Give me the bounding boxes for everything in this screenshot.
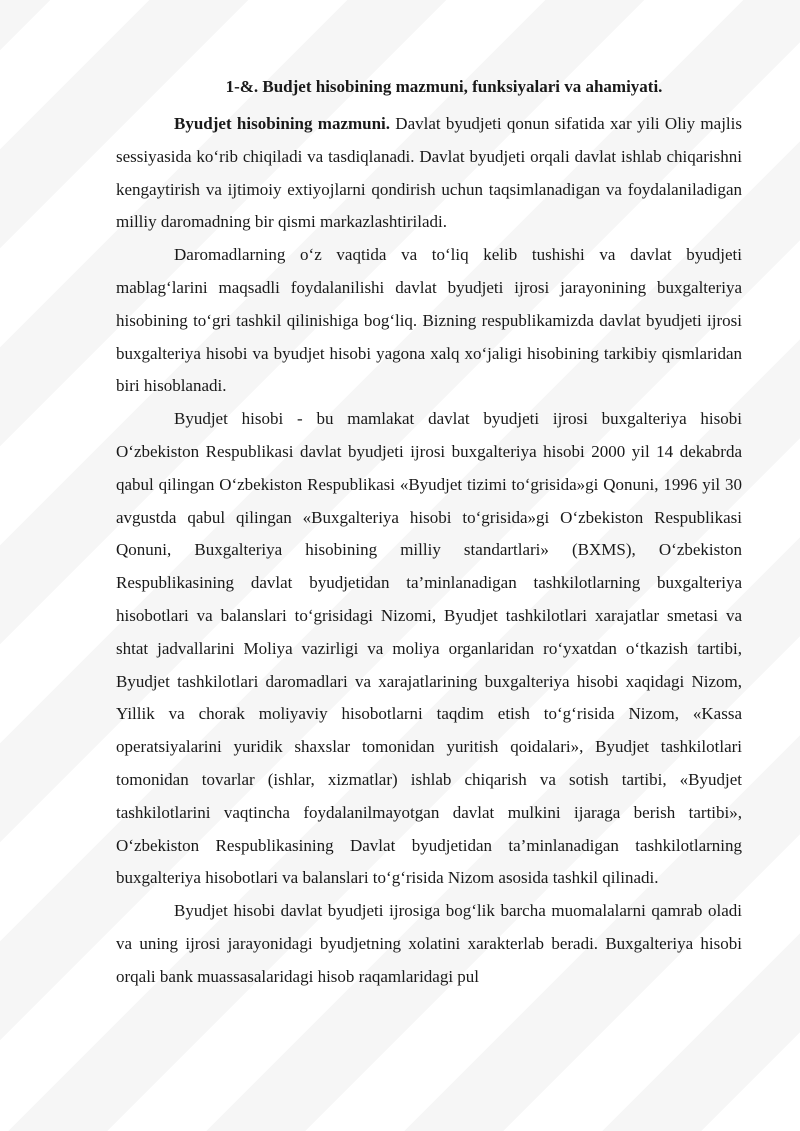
- document-title: 1-&. Budjet hisobining mazmuni, funksiyalari va ahamiyati.: [225, 77, 663, 96]
- paragraph-text: Daromadlarning o‘z vaqtida va to‘liq kelib tushishi va davlat byudjeti mablag‘larini maqsadli foydalanilishi davlat byudjeti ijrosi jarayonining buxgalteriya hisobining to‘gri tashkil qilinishiga bog‘liq. Bizning respublikamizda davlat byudjeti ijrosi buxgalteriya hisobi va byudjet hisobi yagona xalq xo‘jaligi hisobining tarkibiy qismlaridan biri hisoblanadi.: [116, 245, 742, 396]
- paragraph-4: [116, 895, 742, 993]
- paragraph-1: [116, 108, 742, 239]
- paragraph-text: Davlat byudjeti qonun sifatida xar yili Oliy majlis sessiyasida ko‘rib chiqiladi va tasdiqlanadi. Davlat byudjeti orqali davlat ishlab chiqarishni kengaytirish va ijtimoiy extiyojlarni qondirish uchun taqsimlanadigan va foydalaniladigan milliy daromadning bir qismi markazlashtiriladi.: [116, 114, 742, 232]
- paragraph-lead: Byudjet hisobining mazmuni.: [174, 114, 391, 133]
- paragraph-text: Byudjet hisobi davlat byudjeti ijrosiga bog‘lik barcha muomalalarni qamrab oladi va uning ijrosi jarayonidagi byudjetning xolatini xarakterlab beradi. Buxgalteriya hisobi orqali bank muassasalaridagi hisob raqamlaridagi pul: [116, 901, 742, 986]
- paragraph-text: Byudjet hisobi - bu mamlakat davlat byudjeti ijrosi buxgalteriya hisobi O‘zbekiston Respublikasi davlat byudjeti ijrosi buxgalteriya hisobi 2000 yil 14 dekabrda qabul qilingan O‘zbekiston Respublikasi «Byudjet tizimi to‘grisida»gi Qonuni, 1996 yil 30 avgustda qabul qilingan «Buxgalteriya hisobi to‘grisida»gi O‘zbekiston Respublikasi Qonuni, Buxgalteriya hisobining milliy standartlari» (BXMS), O‘zbekiston Respublikasining davlat byudjetidan ta’minlanadigan tashkilotlarning buxgalteriya hisobotlari va balanslari to‘grisidagi Nizomi, Byudjet tashkilotlari xarajatlar smetasi va shtat jadvallarini Moliya vazirligi va moliya organlaridan ro‘yxatdan o‘tkazish tartibi, Byudjet tashkilotlari daromadlari va xarajatlarining buxgalteriya hisobi xaqidagi Nizom, Yillik va chorak moliyaviy hisobotlarni taqdim etish to‘g‘risida Nizom, «Kassa operatsiyalarini yuridik shaxslar tomonidan yuritish qoidalari», Byudjet tashkilotlari tomonidan tovarlar (ishlar, xizmatlar) ishlab chiqarish va sotish tartibi, «Byudjet tashkilotlarini vaqtincha foydalanilmayotgan davlat mulkini ijaraga berish tartibi», O‘zbekiston Respublikasining Davlat byudjetidan ta’minlanadigan tashkilotlarning buxgalteriya hisobotlari va balanslari to‘g‘risida Nizom asosida tashkil qilinadi.: [116, 409, 742, 888]
- paragraph-3: [116, 403, 742, 895]
- paragraph-2: [116, 239, 742, 403]
